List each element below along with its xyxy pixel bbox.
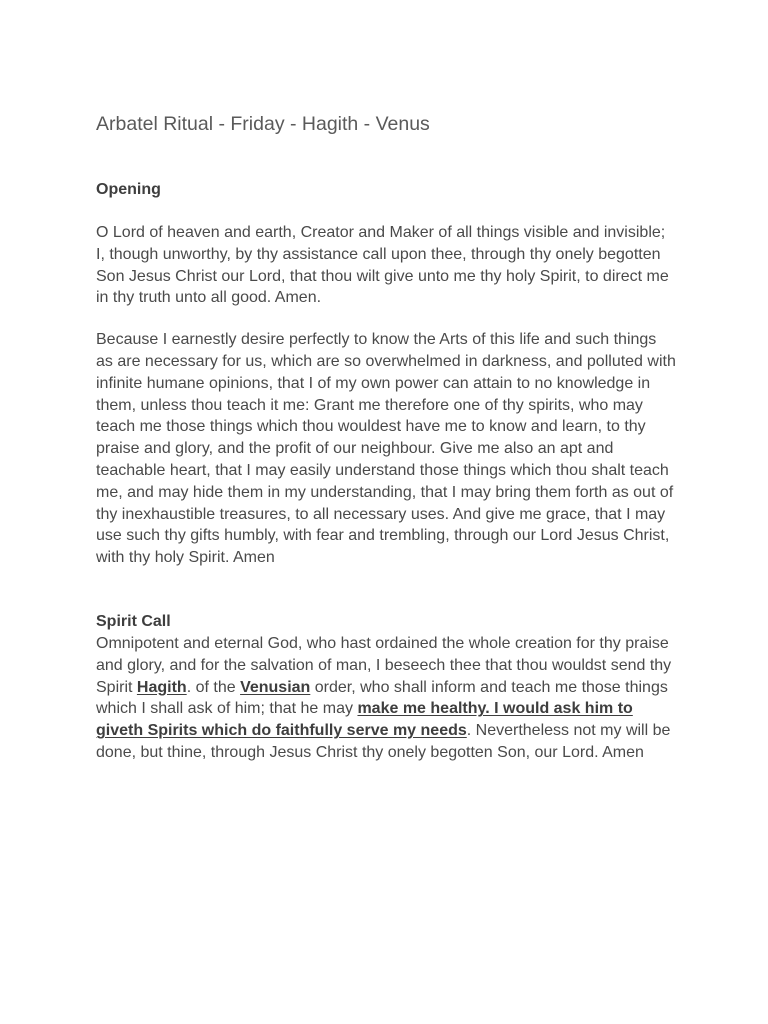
opening-paragraph-2: Because I earnestly desire perfectly to know the Arts of this life and such things as are necessary for us, which are so overwhelmed in darkness, and polluted with infinite humane opinions, that I of my own power can attain to no knowledge in them, unless thou teach it me: Grant me therefore one of thy spirits, who may teach me those things which thou wouldest have me to know and learn, to thy praise and glory, and the profit of our neighbour. Give me also an apt and teachable heart, that I may easily understand those things which thou shalt teach me, and may hide them in my understanding, that I may bring them forth as out of thy inexhaustible treasures, to all necessary uses. And give me grace, that I may use such thy gifts humbly, with fear and trembling, through our Lord Jesus Christ, with thy holy Spirit. Amen [96,331,676,567]
request-text: make me healthy. I would ask him to giveth Spirits which do faithfully serve my needs [96,700,633,740]
spirit-call-text-1: Omnipotent and eternal God, who hast ordained the whole creation for thy praise and glory, and for the salvation of man, I beseech thee that thou wouldst send thy Spirit [96,634,672,696]
spirit-call-paragraph [96,633,676,764]
spirit-call-text-2: . of the [186,678,241,696]
spirit-call-text-3: order, who shall inform and teach me those things which I shall ask of him; that he may [96,678,668,718]
opening-paragraph-1: O Lord of heaven and earth, Creator and Maker of all things visible and invisible; I, though unworthy, by thy assistance call upon thee, through thy onely begotten Son Jesus Christ our Lord, that thou wilt give unto me thy holy Spirit, to direct me in thy truth unto all good. Amen. [96,224,669,307]
spirit-call-heading: Spirit Call [96,612,171,630]
document-title: Arbatel Ritual - Friday - Hagith - Venus [96,113,430,135]
spirit-name: Hagith [136,678,187,696]
order-name: Venusian [240,678,311,696]
opening-heading: Opening [96,181,161,198]
spirit-call-text-4: . Nevertheless not my will be done, but thine, through Jesus Christ thy onely begotten Son, our Lord. Amen [96,722,671,761]
